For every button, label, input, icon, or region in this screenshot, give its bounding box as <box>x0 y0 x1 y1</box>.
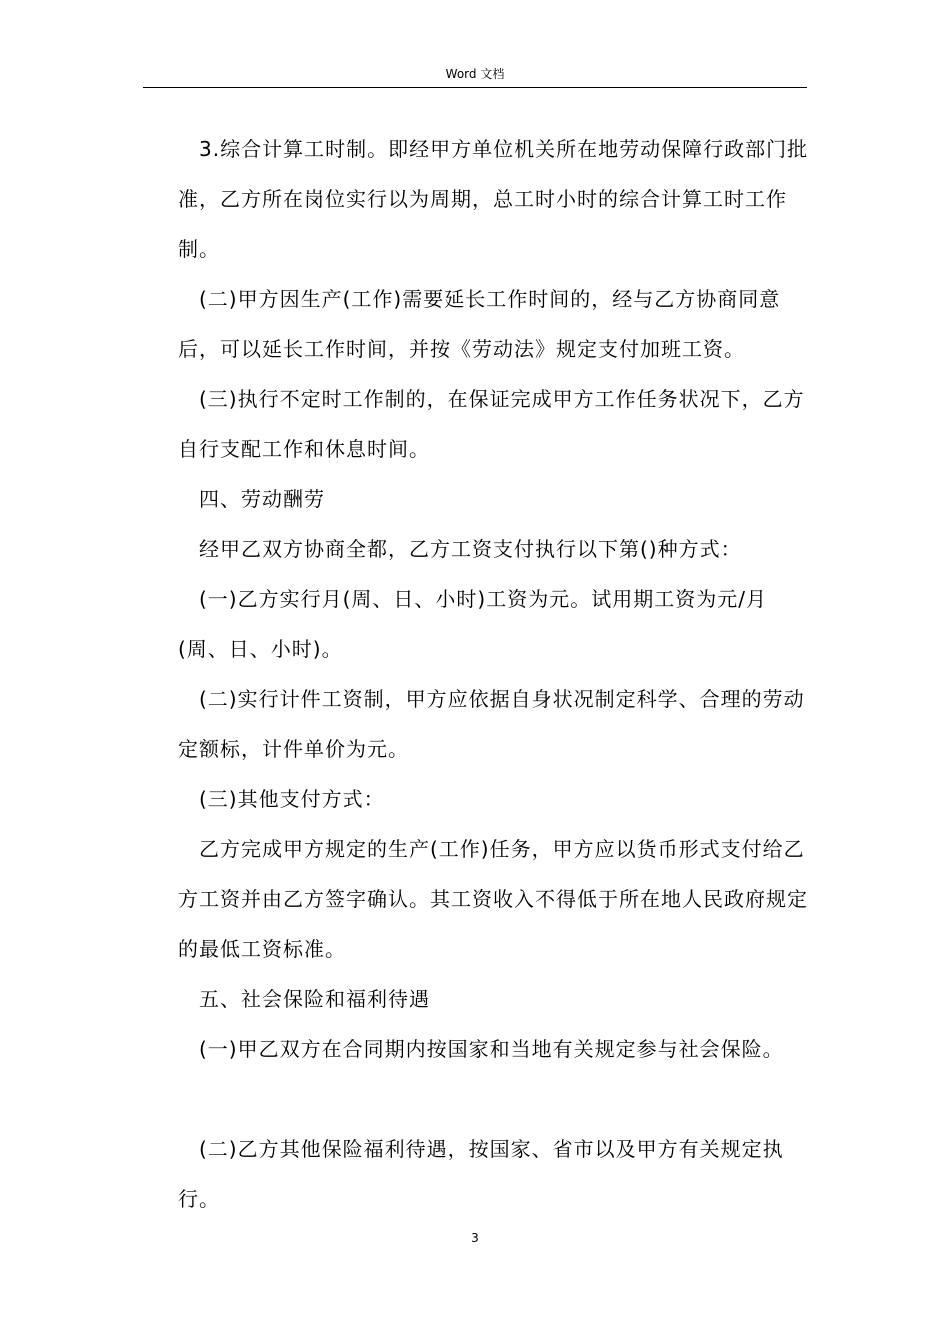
paragraph-other-payment: (三)其他支付方式： <box>199 787 385 811</box>
paragraph-payment-method: 经甲乙双方协商全都，乙方工资支付执行以下第()种方式： <box>199 537 742 561</box>
page-number: 3 <box>471 1231 479 1245</box>
paragraph-currency-payment: 乙方完成甲方规定的生产(工作)任务，甲方应以货币形式支付给乙方工资并由乙方签字确认。其工资收入不得低于所在地人民政府规定的最低工资标准。 <box>178 837 808 961</box>
paragraph-flexible-hours: (三)执行不定时工作制的，在保证完成甲方工作任务状况下，乙方自行支配工作和休息时间。 <box>178 387 805 461</box>
paragraph-comprehensive-hours: 3.综合计算工时制。即经甲方单位机关所在地劳动保障行政部门批准，乙方所在岗位实行以为周期，总工时小时的综合计算工时工作制。 <box>178 137 809 261</box>
page-header: Word 文档 <box>445 67 505 81</box>
section-heading-remuneration: 四、劳动酬劳 <box>199 487 325 511</box>
header-divider <box>143 87 807 88</box>
paragraph-overtime: (二)甲方因生产(工作)需要延长工作时间的，经与乙方协商同意后，可以延长工作时间，并按《劳动法》规定支付加班工资。 <box>178 287 781 361</box>
section-heading-insurance: 五、社会保险和福利待遇 <box>199 987 430 1011</box>
paragraph-other-benefits: (二)乙方其他保险福利待遇，按国家、省市以及甲方有关规定执行。 <box>178 1137 784 1211</box>
paragraph-piece-rate: (二)实行计件工资制，甲方应依据自身状况制定科学、合理的劳动定额标，计件单价为元。 <box>178 687 805 761</box>
paragraph-monthly-wage: (一)乙方实行月(周、日、小时)工资为元。试用期工资为元/月(周、日、小时)。 <box>178 587 767 661</box>
paragraph-social-insurance: (一)甲乙双方在合同期内按国家和当地有关规定参与社会保险。 <box>199 1037 784 1061</box>
document-body <box>178 124 810 1224</box>
